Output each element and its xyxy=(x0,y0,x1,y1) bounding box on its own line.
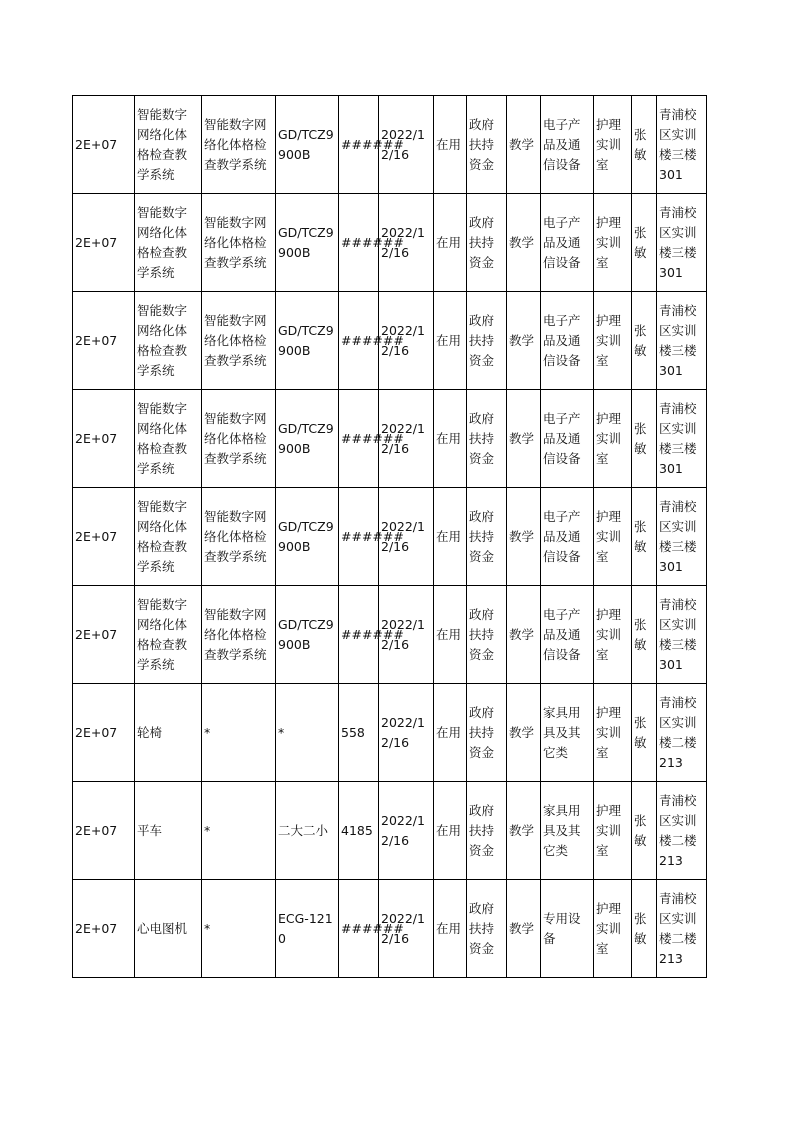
cell-asset-id: 2E+07 xyxy=(73,684,135,782)
cell-value: ###### xyxy=(339,194,379,292)
cell-value: ###### xyxy=(339,488,379,586)
cell-value: 4185 xyxy=(339,782,379,880)
table-row xyxy=(73,684,707,782)
table-row xyxy=(73,782,707,880)
cell-location: 青浦校区实训楼三楼301 xyxy=(657,194,707,292)
cell-fund-source: 政府扶持资金 xyxy=(467,782,507,880)
cell-location: 青浦校区实训楼二楼213 xyxy=(657,880,707,978)
cell-model: GD/TCZ9900B xyxy=(276,586,339,684)
cell-department: 护理实训室 xyxy=(594,782,632,880)
cell-asset-id: 2E+07 xyxy=(73,96,135,194)
cell-person: 张敏 xyxy=(632,96,657,194)
cell-fund-source: 政府扶持资金 xyxy=(467,390,507,488)
cell-category: 电子产品及通信设备 xyxy=(541,96,594,194)
table-row xyxy=(73,586,707,684)
cell-date: 2022/12/16 xyxy=(379,488,434,586)
cell-model: GD/TCZ9900B xyxy=(276,96,339,194)
table-row xyxy=(73,292,707,390)
cell-category: 电子产品及通信设备 xyxy=(541,488,594,586)
cell-person: 张敏 xyxy=(632,684,657,782)
cell-asset-name: 轮椅 xyxy=(135,684,202,782)
cell-category: 家具用具及其它类 xyxy=(541,782,594,880)
cell-asset-name: 心电图机 xyxy=(135,880,202,978)
asset-table xyxy=(72,95,707,978)
cell-model: 二大二小 xyxy=(276,782,339,880)
cell-date: 2022/12/16 xyxy=(379,782,434,880)
cell-fund-source: 政府扶持资金 xyxy=(467,488,507,586)
cell-model: GD/TCZ9900B xyxy=(276,292,339,390)
table-row xyxy=(73,194,707,292)
cell-use: 教学 xyxy=(507,488,541,586)
cell-date: 2022/12/16 xyxy=(379,880,434,978)
cell-category: 专用设备 xyxy=(541,880,594,978)
table-body xyxy=(73,96,707,978)
cell-asset-id: 2E+07 xyxy=(73,390,135,488)
cell-status: 在用 xyxy=(434,586,467,684)
table-row xyxy=(73,96,707,194)
cell-person: 张敏 xyxy=(632,194,657,292)
cell-asset-name: 智能数字网络化体格检查教学系统 xyxy=(135,292,202,390)
cell-model: GD/TCZ9900B xyxy=(276,390,339,488)
cell-department: 护理实训室 xyxy=(594,390,632,488)
cell-value: 558 xyxy=(339,684,379,782)
cell-asset-id: 2E+07 xyxy=(73,488,135,586)
cell-location: 青浦校区实训楼二楼213 xyxy=(657,782,707,880)
cell-asset-id: 2E+07 xyxy=(73,194,135,292)
cell-value: ###### xyxy=(339,390,379,488)
cell-model: GD/TCZ9900B xyxy=(276,194,339,292)
cell-category: 家具用具及其它类 xyxy=(541,684,594,782)
cell-location: 青浦校区实训楼三楼301 xyxy=(657,390,707,488)
cell-brand: * xyxy=(202,880,276,978)
table-row xyxy=(73,390,707,488)
cell-use: 教学 xyxy=(507,292,541,390)
cell-fund-source: 政府扶持资金 xyxy=(467,586,507,684)
cell-brand: 智能数字网络化体格检查教学系统 xyxy=(202,390,276,488)
cell-category: 电子产品及通信设备 xyxy=(541,194,594,292)
cell-department: 护理实训室 xyxy=(594,194,632,292)
cell-department: 护理实训室 xyxy=(594,684,632,782)
cell-status: 在用 xyxy=(434,96,467,194)
cell-fund-source: 政府扶持资金 xyxy=(467,96,507,194)
cell-date: 2022/12/16 xyxy=(379,194,434,292)
cell-department: 护理实训室 xyxy=(594,292,632,390)
cell-brand: * xyxy=(202,684,276,782)
cell-status: 在用 xyxy=(434,194,467,292)
cell-person: 张敏 xyxy=(632,880,657,978)
cell-brand: 智能数字网络化体格检查教学系统 xyxy=(202,488,276,586)
table-row xyxy=(73,488,707,586)
cell-use: 教学 xyxy=(507,194,541,292)
cell-value: ###### xyxy=(339,586,379,684)
cell-brand: 智能数字网络化体格检查教学系统 xyxy=(202,292,276,390)
table-row xyxy=(73,880,707,978)
cell-asset-id: 2E+07 xyxy=(73,782,135,880)
cell-asset-name: 智能数字网络化体格检查教学系统 xyxy=(135,390,202,488)
cell-use: 教学 xyxy=(507,586,541,684)
cell-value: ###### xyxy=(339,880,379,978)
cell-value: ###### xyxy=(339,292,379,390)
cell-status: 在用 xyxy=(434,880,467,978)
cell-asset-name: 智能数字网络化体格检查教学系统 xyxy=(135,488,202,586)
cell-department: 护理实训室 xyxy=(594,488,632,586)
cell-fund-source: 政府扶持资金 xyxy=(467,880,507,978)
cell-model: * xyxy=(276,684,339,782)
cell-brand: * xyxy=(202,782,276,880)
cell-date: 2022/12/16 xyxy=(379,684,434,782)
cell-fund-source: 政府扶持资金 xyxy=(467,194,507,292)
cell-asset-name: 智能数字网络化体格检查教学系统 xyxy=(135,194,202,292)
cell-use: 教学 xyxy=(507,782,541,880)
cell-department: 护理实训室 xyxy=(594,586,632,684)
cell-asset-name: 智能数字网络化体格检查教学系统 xyxy=(135,96,202,194)
cell-department: 护理实训室 xyxy=(594,880,632,978)
cell-date: 2022/12/16 xyxy=(379,292,434,390)
cell-status: 在用 xyxy=(434,292,467,390)
cell-date: 2022/12/16 xyxy=(379,96,434,194)
cell-use: 教学 xyxy=(507,96,541,194)
cell-person: 张敏 xyxy=(632,782,657,880)
cell-status: 在用 xyxy=(434,782,467,880)
cell-asset-id: 2E+07 xyxy=(73,880,135,978)
cell-category: 电子产品及通信设备 xyxy=(541,292,594,390)
cell-person: 张敏 xyxy=(632,488,657,586)
cell-fund-source: 政府扶持资金 xyxy=(467,292,507,390)
cell-location: 青浦校区实训楼三楼301 xyxy=(657,586,707,684)
cell-date: 2022/12/16 xyxy=(379,390,434,488)
cell-use: 教学 xyxy=(507,684,541,782)
cell-status: 在用 xyxy=(434,390,467,488)
cell-department: 护理实训室 xyxy=(594,96,632,194)
cell-value: ###### xyxy=(339,96,379,194)
cell-location: 青浦校区实训楼三楼301 xyxy=(657,292,707,390)
cell-person: 张敏 xyxy=(632,586,657,684)
cell-use: 教学 xyxy=(507,880,541,978)
cell-category: 电子产品及通信设备 xyxy=(541,586,594,684)
cell-location: 青浦校区实训楼三楼301 xyxy=(657,488,707,586)
cell-asset-name: 智能数字网络化体格检查教学系统 xyxy=(135,586,202,684)
cell-use: 教学 xyxy=(507,390,541,488)
cell-location: 青浦校区实训楼三楼301 xyxy=(657,96,707,194)
cell-fund-source: 政府扶持资金 xyxy=(467,684,507,782)
cell-brand: 智能数字网络化体格检查教学系统 xyxy=(202,96,276,194)
cell-model: GD/TCZ9900B xyxy=(276,488,339,586)
cell-asset-name: 平车 xyxy=(135,782,202,880)
cell-person: 张敏 xyxy=(632,292,657,390)
cell-brand: 智能数字网络化体格检查教学系统 xyxy=(202,586,276,684)
cell-asset-id: 2E+07 xyxy=(73,292,135,390)
cell-category: 电子产品及通信设备 xyxy=(541,390,594,488)
cell-date: 2022/12/16 xyxy=(379,586,434,684)
cell-status: 在用 xyxy=(434,684,467,782)
cell-model: ECG-1210 xyxy=(276,880,339,978)
cell-status: 在用 xyxy=(434,488,467,586)
cell-person: 张敏 xyxy=(632,390,657,488)
cell-brand: 智能数字网络化体格检查教学系统 xyxy=(202,194,276,292)
cell-asset-id: 2E+07 xyxy=(73,586,135,684)
cell-location: 青浦校区实训楼二楼213 xyxy=(657,684,707,782)
